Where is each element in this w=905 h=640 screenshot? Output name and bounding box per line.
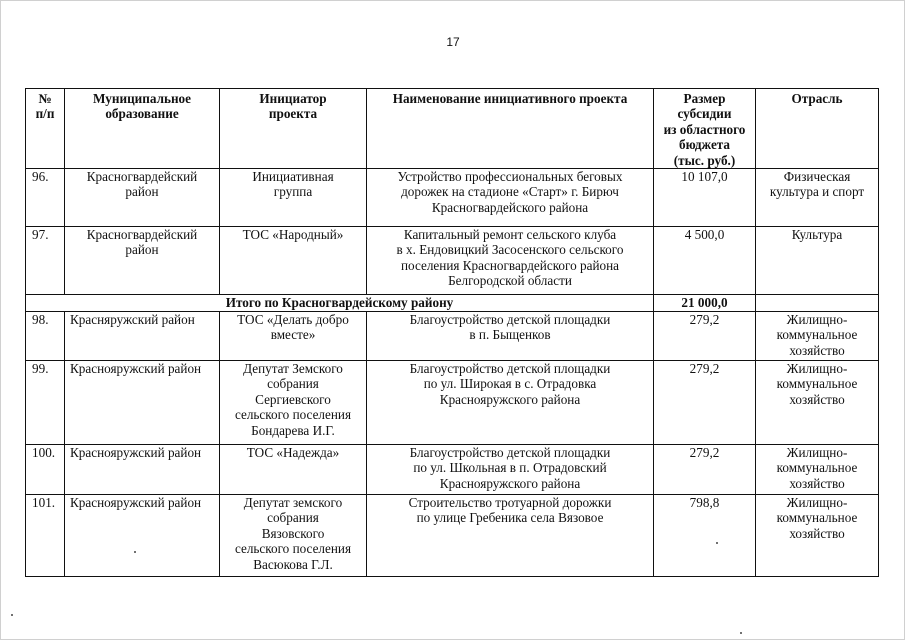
header-project: Наименование инициативного проекта <box>367 89 654 169</box>
row-subsidy: 279,2 <box>654 312 756 361</box>
scan-speck <box>11 614 13 616</box>
total-label: Итого по Красногвардейскому району <box>26 295 654 312</box>
row-project: Благоустройство детской площадки по ул. Школьная в п. Отрадовский Краснояружского района <box>367 445 654 495</box>
row-sector: Жилищно- коммунальное хозяйство <box>756 445 879 495</box>
table-row <box>26 361 879 445</box>
header-number: № п/п <box>26 89 65 169</box>
row-project: Благоустройство детской площадки по ул. Широкая в с. Отрадовка Краснояружского района <box>367 361 654 445</box>
row-subsidy: 10 107,0 <box>654 169 756 227</box>
scan-speck <box>716 542 718 544</box>
row-project: Благоустройство детской площадки в п. Быщенков <box>367 312 654 361</box>
header-initiator: Инициатор проекта <box>220 89 367 169</box>
row-municipality: Красняружский район <box>65 312 220 361</box>
row-project: Устройство профессиональных беговых дорожек на стадионе «Старт» г. Бирюч Красногвардейского района <box>367 169 654 227</box>
row-number: 97. <box>26 227 65 295</box>
row-sector: Жилищно- коммунальное хозяйство <box>756 361 879 445</box>
row-project: Капитальный ремонт сельского клуба в х. Ендовицкий Засосенского сельского поселения Красногвардейского района Белгородской области <box>367 227 654 295</box>
subsidy-table <box>25 88 879 577</box>
row-initiator: Депутат земского собрания Вязовского сельского поселения Васюкова Г.Л. <box>220 495 367 577</box>
table-row <box>26 227 879 295</box>
row-subsidy: 4 500,0 <box>654 227 756 295</box>
row-number: 98. <box>26 312 65 361</box>
table-row <box>26 495 879 577</box>
row-municipality: Краснояружский район <box>65 495 220 577</box>
header-sector: Отрасль <box>756 89 879 169</box>
total-blank-cell <box>756 295 879 312</box>
row-subsidy: 279,2 <box>654 445 756 495</box>
row-number: 101. <box>26 495 65 577</box>
row-municipality: Краснояружский район <box>65 361 220 445</box>
row-sector: Жилищно- коммунальное хозяйство <box>756 312 879 361</box>
row-subsidy: 798,8 <box>654 495 756 577</box>
row-initiator: ТОС «Делать добро вместе» <box>220 312 367 361</box>
header-municipality: Муниципальное образование <box>65 89 220 169</box>
row-sector: Физическая культура и спорт <box>756 169 879 227</box>
table-row <box>26 169 879 227</box>
row-number: 99. <box>26 361 65 445</box>
row-sector: Культура <box>756 227 879 295</box>
scan-speck <box>134 551 136 553</box>
page-number: 17 <box>446 35 460 49</box>
total-value: 21 000,0 <box>654 295 756 312</box>
row-initiator: Инициативная группа <box>220 169 367 227</box>
row-initiator: Депутат Земского собрания Сергиевского сельского поселения Бондарева И.Г. <box>220 361 367 445</box>
header-subsidy: Размер субсидии из областного бюджета (тыс. руб.) <box>654 89 756 169</box>
row-subsidy: 279,2 <box>654 361 756 445</box>
row-number: 100. <box>26 445 65 495</box>
row-municipality: Краснояружский район <box>65 445 220 495</box>
row-initiator: ТОС «Народный» <box>220 227 367 295</box>
row-project: Строительство тротуарной дорожки по улице Гребеника села Вязовое <box>367 495 654 577</box>
row-municipality: Красногвардейский район <box>65 227 220 295</box>
row-sector: Жилищно- коммунальное хозяйство <box>756 495 879 577</box>
row-initiator: ТОС «Надежда» <box>220 445 367 495</box>
table-header-row <box>26 89 879 169</box>
table-row <box>26 445 879 495</box>
table-row <box>26 312 879 361</box>
row-municipality: Красногвардейский район <box>65 169 220 227</box>
total-row <box>26 295 879 312</box>
row-number: 96. <box>26 169 65 227</box>
scan-speck <box>740 632 742 634</box>
